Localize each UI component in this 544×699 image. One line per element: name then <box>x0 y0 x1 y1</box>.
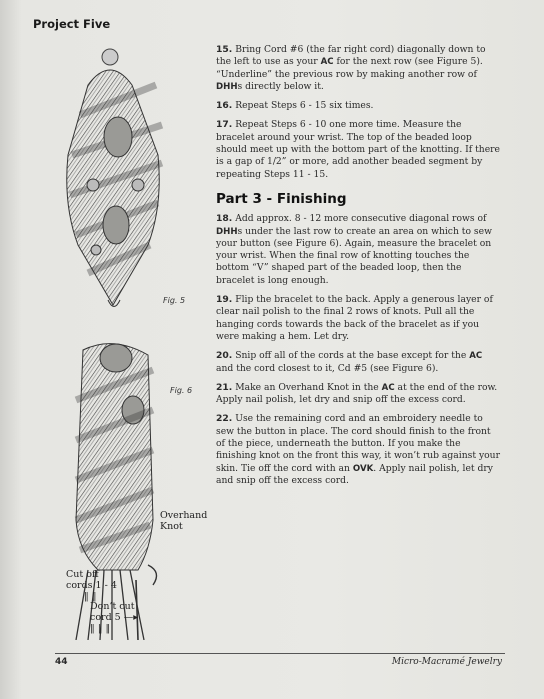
figure-5-label: Fig. 5 <box>163 296 186 305</box>
dont-cut-label: Don’t cut cord 5 —▸ ‖ ‖ ‖ <box>90 601 139 634</box>
overhand-knot-label: Overhand Knot <box>160 510 208 532</box>
book-title: Micro-Macramé Jewelry <box>391 657 502 667</box>
instructions-column <box>216 44 502 494</box>
step-20: 20. Snip off all of the cords at the base except for the AC and the cord closest to it, Cd #5 (see Figure 6). <box>216 350 483 374</box>
step-15: 15. Bring Cord #6 (the far right cord) diagonally down to the left to use as your AC for the next row (see Figure 5). “Underline” the previous row by making another row of DHHs directly below it. <box>216 44 486 92</box>
cut-off-label: Cut off cords 1 - 4 ‖ ‖ <box>66 569 117 602</box>
project-header: Project Five <box>33 17 111 31</box>
step-18: 18. Add approx. 8 - 12 more consecutive diagonal rows of DHHs under the last row to create an area on which to sew your button (see Figure 6). Again, measure the bracelet on your wrist. When the final row of knotting touches the bottom “V” shaped part of the beaded loop, then the bracelet is long enough. <box>216 213 492 286</box>
step-16: 16. Repeat Steps 6 - 15 six times. <box>216 100 374 112</box>
figure-6-label: Fig. 6 <box>170 386 193 395</box>
step-17: 17. Repeat Steps 6 - 10 one more time. Measure the bracelet around your wrist. The top of the beaded loop should meet up with the bottom part of the knotting. If there is a gap of 1/2” or more, add another beaded segment by repeating Steps 11 - 15. <box>216 119 500 180</box>
page-number: 44 <box>55 657 68 667</box>
figure-5-illustration <box>58 45 173 320</box>
step-22: 22. Use the remaining cord and an embroidery needle to sew the button in place. The cord should finish to the front of the piece, underneath the button. If you make the finishing knot on the front this way, it won’t rub against your skin. Tie off the cord with an OVK. Apply nail polish, let dry and snip off the excess cord. <box>216 413 500 486</box>
step-19: 19. Flip the bracelet to the back. Apply a generous layer of clear nail polish to the final 2 rows of knots. Pull all the hanging cords towards the back of the bracelet as if you were making a hem. Let dry. <box>216 294 493 342</box>
step-21: 21. Make an Overhand Knot in the AC at the end of the row. Apply nail polish, let dry and snip off the excess cord. <box>216 381 498 406</box>
footer-rule <box>55 653 505 654</box>
part-3-heading: Part 3 - Finishing <box>216 190 347 207</box>
